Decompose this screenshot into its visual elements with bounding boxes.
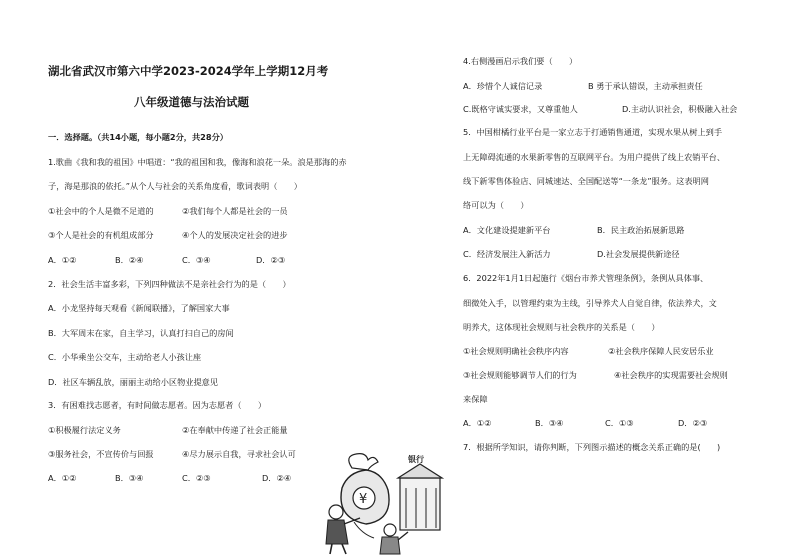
q3-option-d: D．②④	[262, 473, 292, 483]
q3-item-1: ①积极履行法定义务	[48, 425, 121, 435]
q6-stem-line3: 明养犬，这体现社会规则与社会秩序的关系是（ ）	[463, 322, 660, 332]
q3-item-2: ②在奉献中传递了社会正能量	[182, 425, 288, 435]
q5-stem-line4: 络可以为（ ）	[463, 200, 529, 210]
q1-stem-line2: 子，海是那浪的依托。”从个人与社会的关系角度看，歌词表明（ ）	[48, 181, 302, 191]
q2-option-d: D．社区车辆乱放，丽丽主动给小区物业提意见	[48, 377, 219, 387]
q3-option-c: C．②③	[182, 473, 211, 483]
q1-option-b: B．②④	[115, 255, 144, 265]
q1-item-2: ②我们每个人都是社会的一员	[182, 206, 288, 216]
q6-item-4: ④社会秩序的实现需要社会规则	[614, 370, 728, 380]
q4-option-d: D.主动认识社会，积极融入社会	[622, 104, 738, 114]
q4-option-a: A．珍惜个人诚信记录	[463, 81, 543, 91]
q5-option-d: D.社会发展提供新途径	[597, 249, 680, 259]
q6-stem-line2: 细微处入手，以管理约束为主线，引导养犬人自觉自律，依法养犬，文	[463, 298, 717, 308]
q4-stem: 4.右侧漫画启示我们要（ ）	[463, 56, 578, 66]
bank-building-icon	[398, 464, 442, 530]
q1-item-4: ④个人的发展决定社会的进步	[182, 230, 288, 240]
q1-option-c: C．③④	[182, 255, 211, 265]
q6-option-b: B．③④	[535, 418, 564, 428]
q6-option-d: D．②③	[678, 418, 708, 428]
money-bag-icon	[341, 454, 389, 524]
exam-subtitle: 八年级道德与法治试题	[134, 95, 249, 109]
q6-item-tail: 来保障	[463, 394, 488, 404]
cartoon-bank-label: 银行	[408, 455, 424, 464]
q3-stem: 3．有困难找志愿者，有时间做志愿者。因为志愿者（ ）	[48, 400, 267, 410]
q5-stem-line2: 上无障碍流通的水果新零售的互联网平台。为用户提供了线上农销平台、	[463, 152, 726, 162]
q5-stem-line3: 线下新零售体验店、同城速达、全国配送等“一条龙”服务。这表明网	[463, 176, 709, 186]
q2-stem: 2．社会生活丰富多彩，下列四种做法不是亲社会行为的是（ ）	[48, 279, 291, 289]
q1-item-3: ③个人是社会的有机组成部分	[48, 230, 154, 240]
q6-option-c: C．①③	[605, 418, 634, 428]
q1-option-d: D．②③	[256, 255, 286, 265]
q7-stem: 7．根据所学知识，请你判断，下列图示描述的概念关系正确的是( )	[463, 442, 721, 452]
q6-item-3: ③社会规则能够调节人们的行为	[463, 370, 577, 380]
section-heading: 一．选择题。（共14小题，每小题2分，共28分）	[48, 132, 228, 142]
q2-option-a: A．小龙坚持每天观看《新闻联播》，了解国家大事	[48, 303, 230, 313]
q2-option-b: B．大军周末在家，自主学习，认真打扫自己的房间	[48, 328, 234, 338]
q5-option-b: B．民主政治拓展新思路	[597, 225, 685, 235]
q4-option-c: C.既格守诚实要求，又尊重他人	[463, 104, 578, 114]
q6-item-2: ②社会秩序保障人民安居乐业	[608, 346, 714, 356]
q6-stem-line1: 6．2022年1月1日起施行《烟台市养犬管理条例》，条例从具体事、	[463, 273, 709, 283]
q1-item-1: ①社会中的个人是微不足道的	[48, 206, 154, 216]
q3-option-b: B．③④	[115, 473, 144, 483]
q5-option-c: C．经济发展注入新活力	[463, 249, 551, 259]
q3-item-4: ④尽力展示自我，寻求社会认可	[182, 449, 296, 459]
q2-option-c: C．小华乘坐公交车，主动给老人小孩让座	[48, 352, 202, 362]
exam-title: 湖北省武汉市第六中学2023-2024学年上学期12月考	[48, 64, 329, 78]
q3-item-3: ③服务社会，不宣传价与回报	[48, 449, 154, 459]
q5-stem-line1: 5．中国柑橘行业平台是一家立志于打通销售通道，实现水果从树上到手	[463, 127, 723, 137]
q1-option-a: A．①②	[48, 255, 77, 265]
q5-option-a: A．文化建设提建新平台	[463, 225, 551, 235]
svg-text:¥: ¥	[359, 492, 368, 507]
cartoon-illustration	[322, 448, 444, 556]
q6-option-a: A．①②	[463, 418, 492, 428]
q4-option-b: B 勇于承认错误，主动承担责任	[588, 81, 703, 91]
q6-item-1: ①社会规则明确社会秩序内容	[463, 346, 569, 356]
q3-option-a: A．①②	[48, 473, 77, 483]
q1-stem-line1: 1.歌曲《我和我的祖国》中唱道：“我的祖国和我，像海和浪花一朵。浪是那海的赤	[48, 157, 347, 167]
